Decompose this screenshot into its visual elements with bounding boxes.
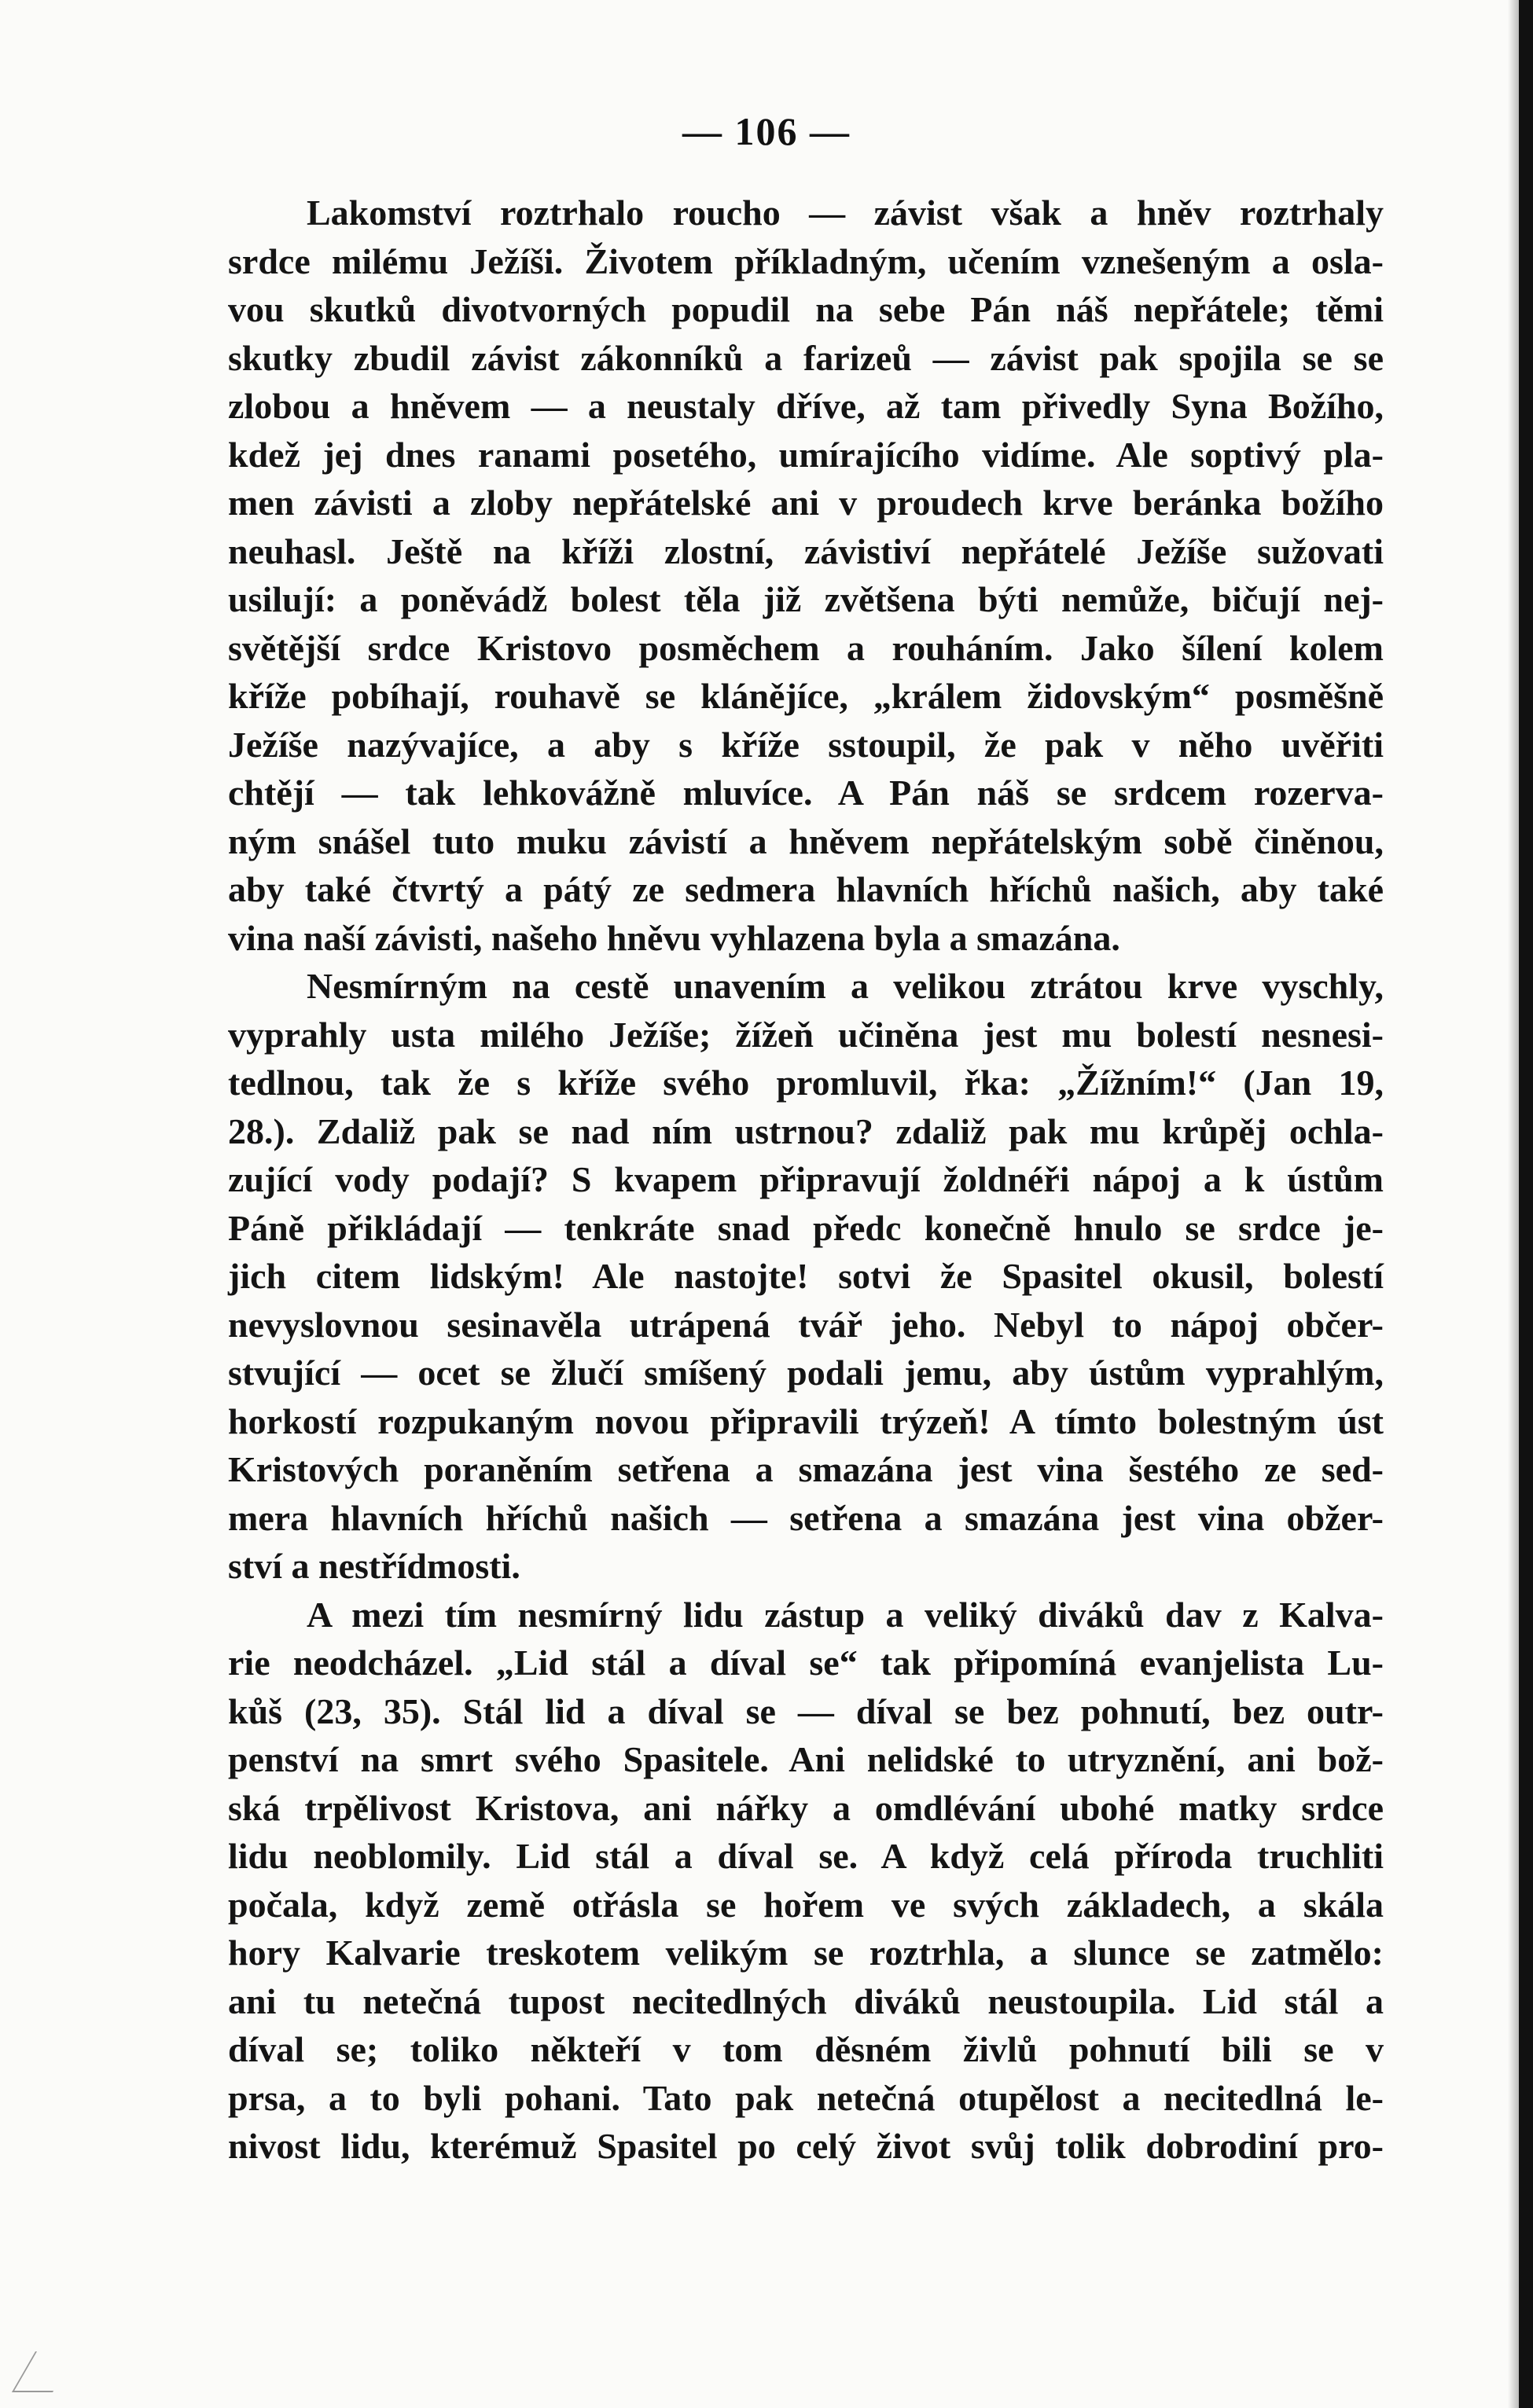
text-line: ství a nestřídmosti. xyxy=(228,1546,520,1586)
binding-shadow xyxy=(1508,0,1519,2408)
text-line: hory Kalvarie treskotem velikým se roztrhla, a slunce se zatmělo: xyxy=(228,1933,1384,1973)
text-line: men závisti a zloby nepřátelské ani v proudech krve beránka božího xyxy=(228,483,1384,523)
text-line: srdce milému Ježíši. Životem příkladným, učením vznešeným a osla- xyxy=(228,240,1384,281)
text-line: tedlnou, tak že s kříže svého promluvil, řka: „Žížním!“ (Jan 19, xyxy=(228,1063,1384,1103)
book-binding-edge xyxy=(1519,0,1533,2408)
text-line: kříže pobíhají, rouhavě se klánějíce, „králem židovským“ posměšně xyxy=(228,676,1384,716)
text-line: ným snášel tuto muku závistí a hněvem nepřátelským sobě činěnou, xyxy=(228,820,1384,861)
text-line: díval se; toliko někteří v tom děsném živlů pohnutí bili se v xyxy=(228,2029,1384,2069)
text-line: zující vody podají? S kvapem připravují žoldnéři nápoj a k ústům xyxy=(228,1159,1384,1199)
text-line: mera hlavních hříchů našich — setřena a smazána jest vina obžer- xyxy=(228,1497,1384,1538)
text-line: světější srdce Kristovo posměchem a rouháním. Jako šílení kolem xyxy=(228,627,1384,668)
page-number: — 106 — xyxy=(682,109,851,153)
text-line: 28.). Zdaliž pak se nad ním ustrnou? zdaliž pak mu krůpěj ochla- xyxy=(228,1110,1384,1151)
text-line: vyprahly usta milého Ježíše; žížeň učiněna jest mu bolestí nesnesi- xyxy=(228,1014,1384,1055)
text-line: stvující — ocet se žlučí smíšený podali jemu, aby ústům vyprahlým, xyxy=(228,1353,1384,1393)
text-line: kůš (23, 35). Stál lid a díval se — díval se bez pohnutí, bez outr- xyxy=(228,1690,1384,1731)
page-corner-fold xyxy=(12,2351,76,2392)
text-line: Páně přikládají — tenkráte snad předc konečně hnulo se srdce je- xyxy=(228,1207,1384,1248)
text-line: Nesmírným na cestě unavením a velikou ztrátou krve vyschly, xyxy=(307,966,1384,1006)
text-line: nevyslovnou sesinavěla utrápená tvář jeho. Nebyl to nápoj občer- xyxy=(228,1304,1384,1345)
text-line: Ježíše nazývajíce, a aby s kříže sstoupil, že pak v něho uvěřiti xyxy=(228,724,1384,765)
text-line: A mezi tím nesmírný lidu zástup a veliký diváků dav z Kalva- xyxy=(307,1594,1384,1635)
text-line: vou skutků divotvorných popudil na sebe Pán náš nepřátele; těmi xyxy=(228,289,1384,329)
text-line: ani tu netečná tupost necitedlných diváků neustoupila. Lid stál a xyxy=(228,1980,1384,2021)
text-line: horkostí rozpukaným novou připravili trýzeň! A tímto bolestným úst xyxy=(228,1400,1384,1441)
text-line: vina naší závisti, našeho hněvu vyhlazena byla a smazána. xyxy=(228,917,1120,958)
text-line: jich citem lidským! Ale nastojte! sotvi že Spasitel okusil, bolestí xyxy=(228,1256,1384,1296)
text-line: rie neodcházel. „Lid stál a díval se“ tak připomíná evanjelista Lu- xyxy=(228,1643,1384,1683)
text-line: usilují: a poněvádž bolest těla již zvětšena býti nemůže, bičují nej- xyxy=(228,579,1384,619)
text-line: počala, když země otřásla se hořem ve svých základech, a skála xyxy=(228,1884,1384,1925)
text-line: prsa, a to byli pohani. Tato pak netečná otupělost a necitedlná le- xyxy=(228,2077,1384,2118)
text-line: aby také čtvrtý a pátý ze sedmera hlavních hříchů našich, aby také xyxy=(228,869,1384,909)
text-line: kdež jej dnes ranami posetého, umírajícího vidíme. Ale soptivý pla- xyxy=(228,434,1384,475)
text-line: Kristových poraněním setřena a smazána jest vina šestého ze sed- xyxy=(228,1449,1384,1489)
text-line: skutky zbudil závist zákonníků a farizeů — závist pak spojila se se xyxy=(228,337,1384,378)
text-line: penství na smrt svého Spasitele. Ani nelidské to utryznění, ani bož- xyxy=(228,1739,1384,1779)
text-line: nivost lidu, kterémuž Spasitel po celý život svůj tolik dobrodiní pro- xyxy=(228,2126,1384,2166)
text-line: chtějí — tak lehkovážně mluvíce. A Pán náš se srdcem rozerva- xyxy=(228,773,1384,813)
text-line: lidu neoblomily. Lid stál a díval se. A když celá příroda truchliti xyxy=(228,1836,1384,1876)
text-line: Lakomství roztrhalo roucho — závist však a hněv roztrhaly xyxy=(307,193,1384,233)
body-text xyxy=(228,189,1384,2171)
text-line: neuhasl. Ještě na kříži zlostní, závistiví nepřátelé Ježíše sužovati xyxy=(228,530,1384,571)
text-line: ská trpělivost Kristova, ani nářky a omdlévání ubohé matky srdce xyxy=(228,1787,1384,1828)
text-line: zlobou a hněvem — a neustaly dříve, až tam přivedly Syna Božího, xyxy=(228,386,1384,426)
